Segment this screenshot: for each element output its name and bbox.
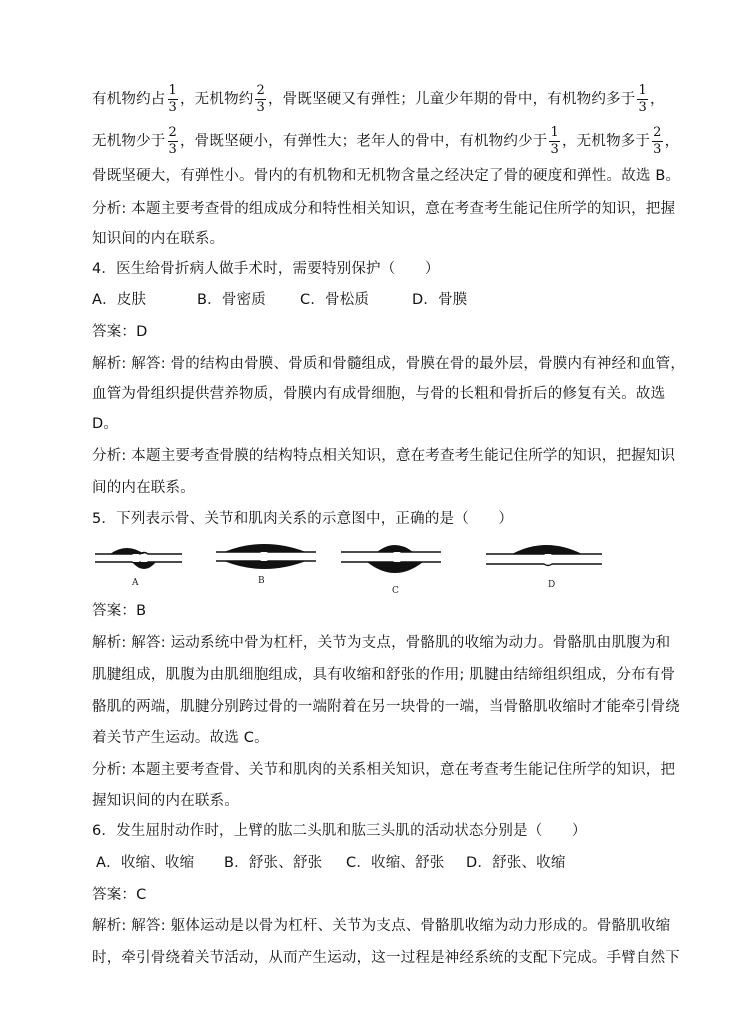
fraction (652, 126, 662, 157)
explanation-line: D。 (92, 416, 119, 432)
analysis-line: 知识间的内在联系。 (92, 231, 225, 247)
explanation-line: 解析: 解答: 躯体运动是以骨为杠杆、关节为支点、骨骼肌收缩为动力形成的。骨骼肌收缩 (92, 918, 671, 934)
fraction-numerator: 1 (638, 83, 647, 98)
explanation-line: 骼肌的两端，肌腱分别跨过骨的一端附着在另一块骨的一端，当骨骼肌收缩时才能牵引骨绕 (92, 699, 680, 715)
fraction-numerator: 2 (168, 125, 177, 140)
analysis-line: 分析: 本题主要考查骨、关节和肌肉的关系相关知识，意在考查考生能记住所学的知识，把 (92, 762, 676, 778)
diagram-label-a: A (132, 578, 139, 588)
fraction-numerator: 2 (653, 125, 662, 140)
option-d: D．骨膜 (412, 292, 468, 308)
question-4: 4．医生给骨折病人做手术时，需要特别保护（ ） (92, 261, 440, 277)
fraction (168, 84, 178, 115)
explanation-line: 肌腱组成，肌腹为由肌细胞组成，具有收缩和舒张的作用; 肌腱由结缔组织组成，分布有骨 (92, 667, 676, 683)
text-line-1 (92, 84, 665, 115)
fraction (168, 126, 178, 157)
diagram-c (337, 540, 447, 590)
fraction-denominator: 3 (256, 100, 265, 115)
fraction (549, 126, 559, 157)
diagram-label-b: B (258, 576, 265, 586)
fraction-numerator: 1 (168, 83, 177, 98)
question-6: 6．发生屈肘动作时，上臂的肱二头肌和肱三头肌的活动状态分别是（ ） (92, 823, 587, 839)
explanation-line: 血管为骨组织提供营养物质，骨膜内有成骨细胞，与骨的长粗和骨折后的修复有关。故选 (92, 386, 666, 402)
text-segment: ， (664, 133, 680, 150)
diagram-b (212, 540, 322, 585)
analysis-line: 握知识间的内在联系。 (92, 793, 239, 809)
answer-5: 答案：B (92, 603, 147, 619)
fraction-numerator: 2 (256, 83, 265, 98)
question-5: 5．下列表示骨、关节和肌肉关系的示意图中，正确的是（ ） (92, 511, 514, 527)
diagram-label-c: C (392, 586, 399, 596)
option-d: D．舒张、收缩 (466, 855, 566, 871)
fraction-denominator: 3 (638, 100, 647, 115)
explanation-line: 解析: 解答: 骨的结构由骨膜、骨质和骨髓组成，骨膜在骨的最外层，骨膜内有神经和血管， (92, 356, 686, 372)
question-6-options (96, 853, 566, 873)
diagram-a (92, 540, 192, 585)
option-a: A．收缩、收缩 (96, 855, 195, 871)
fraction-denominator: 3 (550, 142, 559, 157)
text-segment: ，无机物约 (179, 91, 254, 108)
explanation-line: 解析: 解答: 运动系统中骨为杠杆，关节为支点，骨骼肌的收缩为动力。骨骼肌由肌腹为和 (92, 635, 671, 651)
diagram-label-d: D (548, 580, 556, 590)
analysis-line: 分析: 本题主要考查骨膜的结构特点相关知识，意在考查考生能记住所学的知识，把握知识 (92, 448, 676, 464)
answer-4: 答案：D (92, 324, 148, 340)
text-segment: ，骨既坚硬又有弹性；儿童少年期的骨中，有机物约多于 (267, 91, 636, 108)
option-b: B．骨密质 (197, 292, 266, 308)
text-segment: ， (649, 91, 665, 108)
question-4-options (92, 290, 467, 310)
option-b: B．舒张、舒张 (224, 855, 323, 871)
fraction-denominator: 3 (653, 142, 662, 157)
text-line-3: 骨既坚硬大，有弹性小。骨内的有机物和无机物含量之经决定了骨的硬度和弹性。故选 B。 (92, 168, 681, 184)
answer-6: 答案：C (92, 887, 147, 903)
fraction-denominator: 3 (168, 142, 177, 157)
option-a: A．皮肤 (92, 292, 147, 308)
bone-joint-muscle-figures (92, 540, 612, 600)
analysis-line: 分析: 本题主要考查骨的组成成分和特性相关知识，意在考查考生能记住所学的知识，把握 (92, 201, 676, 217)
text-segment: 有机物约占 (92, 91, 166, 108)
explanation-line: 时，牵引骨绕着关节活动，从而产生运动，这一过程是神经系统的支配下完成。手臂自然下 (92, 950, 680, 966)
fraction (255, 84, 265, 115)
text-segment: 无机物少于 (92, 133, 166, 150)
fraction (637, 84, 647, 115)
explanation-line: 着关节产生运动。故选 C。 (92, 730, 269, 746)
text-line-2 (92, 126, 679, 157)
text-segment: ，无机物多于 (561, 133, 651, 150)
analysis-line: 间的内在联系。 (92, 480, 195, 496)
option-c: C．收缩、舒张 (346, 855, 445, 871)
text-segment: ，骨既坚硬小，有弹性大；老年人的骨中，有机物约少于 (179, 133, 548, 150)
option-c: C．骨松质 (300, 292, 370, 308)
diagram-d (482, 540, 607, 585)
fraction-numerator: 1 (550, 125, 559, 140)
fraction-denominator: 3 (168, 100, 177, 115)
